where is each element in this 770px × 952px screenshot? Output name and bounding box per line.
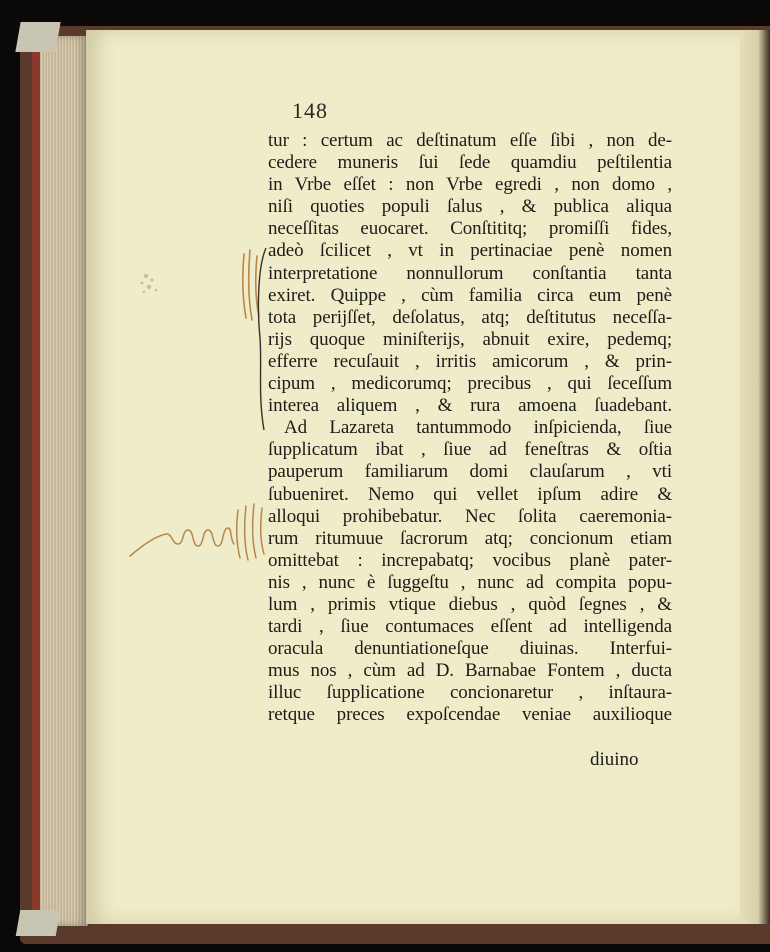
text-line: neceſſitas euocaret. Conſtititq; promiſſi fides, xyxy=(268,218,672,240)
page-edges-left xyxy=(32,36,88,926)
text-line: retque preces expoſcendae veniae auxilioque xyxy=(268,704,672,726)
text-line: nis , nunc è ſuggeſtu , nunc ad compita popu- xyxy=(268,571,672,593)
text-line: tota perijſſet, deſolatus, atq; deſtitutus neceſſa- xyxy=(268,306,672,328)
text-line: mus nos , cùm ad D. Barnabae Fontem , ducta xyxy=(268,660,672,682)
text-line: illuc ſupplicatione concionaretur , inſtaura- xyxy=(268,682,672,704)
text-line: oracula denuntiationeſque diuinas. Interfui- xyxy=(268,638,672,660)
text-line: alloqui prohibebatur. Nec ſolita caeremonia- xyxy=(268,505,672,527)
text-line: lum , primis vtique diebus , quòd ſegnes , & xyxy=(268,593,672,615)
text-line: omittebat : increpabatq; vocibus planè pater- xyxy=(268,549,672,571)
text-line: Ad Lazareta tantummodo inſpicienda, ſiue xyxy=(284,417,672,439)
text-line: interea aliquem , & rura amoena ſuadebant. xyxy=(268,395,672,417)
text-line: interpretatione nonnullorum conſtantia tanta xyxy=(268,262,672,284)
text-line: in Vrbe eſſet : non Vrbe egredi , non domo , xyxy=(268,174,672,196)
manuscript-flourish xyxy=(126,500,276,570)
text-line: efferre recuſauit , irritis amicorum , & prin- xyxy=(268,350,672,372)
text-line: niſi quoties populi ſalus , & publica aliqua xyxy=(268,196,672,218)
text-line: pauperum familiarum domi clauſarum , vti xyxy=(268,461,672,483)
text-line: rum ritumuue ſacrorum atq; concionum etiam xyxy=(268,527,672,549)
page-edges-right xyxy=(740,30,770,924)
text-line: cedere muneris ſui ſede quamdiu peſtilentia xyxy=(268,152,672,174)
text-line: ſubueniret. Nemo qui vellet ipſum adire & xyxy=(268,483,672,505)
body-text xyxy=(268,130,672,727)
page-number: 148 xyxy=(292,98,328,123)
binding-corner-top xyxy=(15,22,60,52)
paper-stain xyxy=(132,268,166,298)
text-line: exiret. Quippe , cùm familia circa eum penè xyxy=(268,284,672,306)
text-line: adeò ſcilicet , vt in pertinaciae penè nomen xyxy=(268,240,672,262)
text-line: tur : certum ac deſtinatum eſſe ſibi , non de- xyxy=(268,130,672,151)
text-line: ſupplicatum ibat , ſiue ad feneſtras & oſtia xyxy=(268,439,672,461)
text-line: tardi , ſiue contumaces eſſent ad intelligenda xyxy=(268,616,672,638)
catchword: diuino xyxy=(590,749,639,770)
text-line: rijs quoque miniſterijs, abnuit exire, pedemq; xyxy=(268,328,672,350)
binding-corner-bottom xyxy=(16,910,61,936)
text-line: cipum , medicorumq; precibus , qui ſeceſſum xyxy=(268,373,672,395)
